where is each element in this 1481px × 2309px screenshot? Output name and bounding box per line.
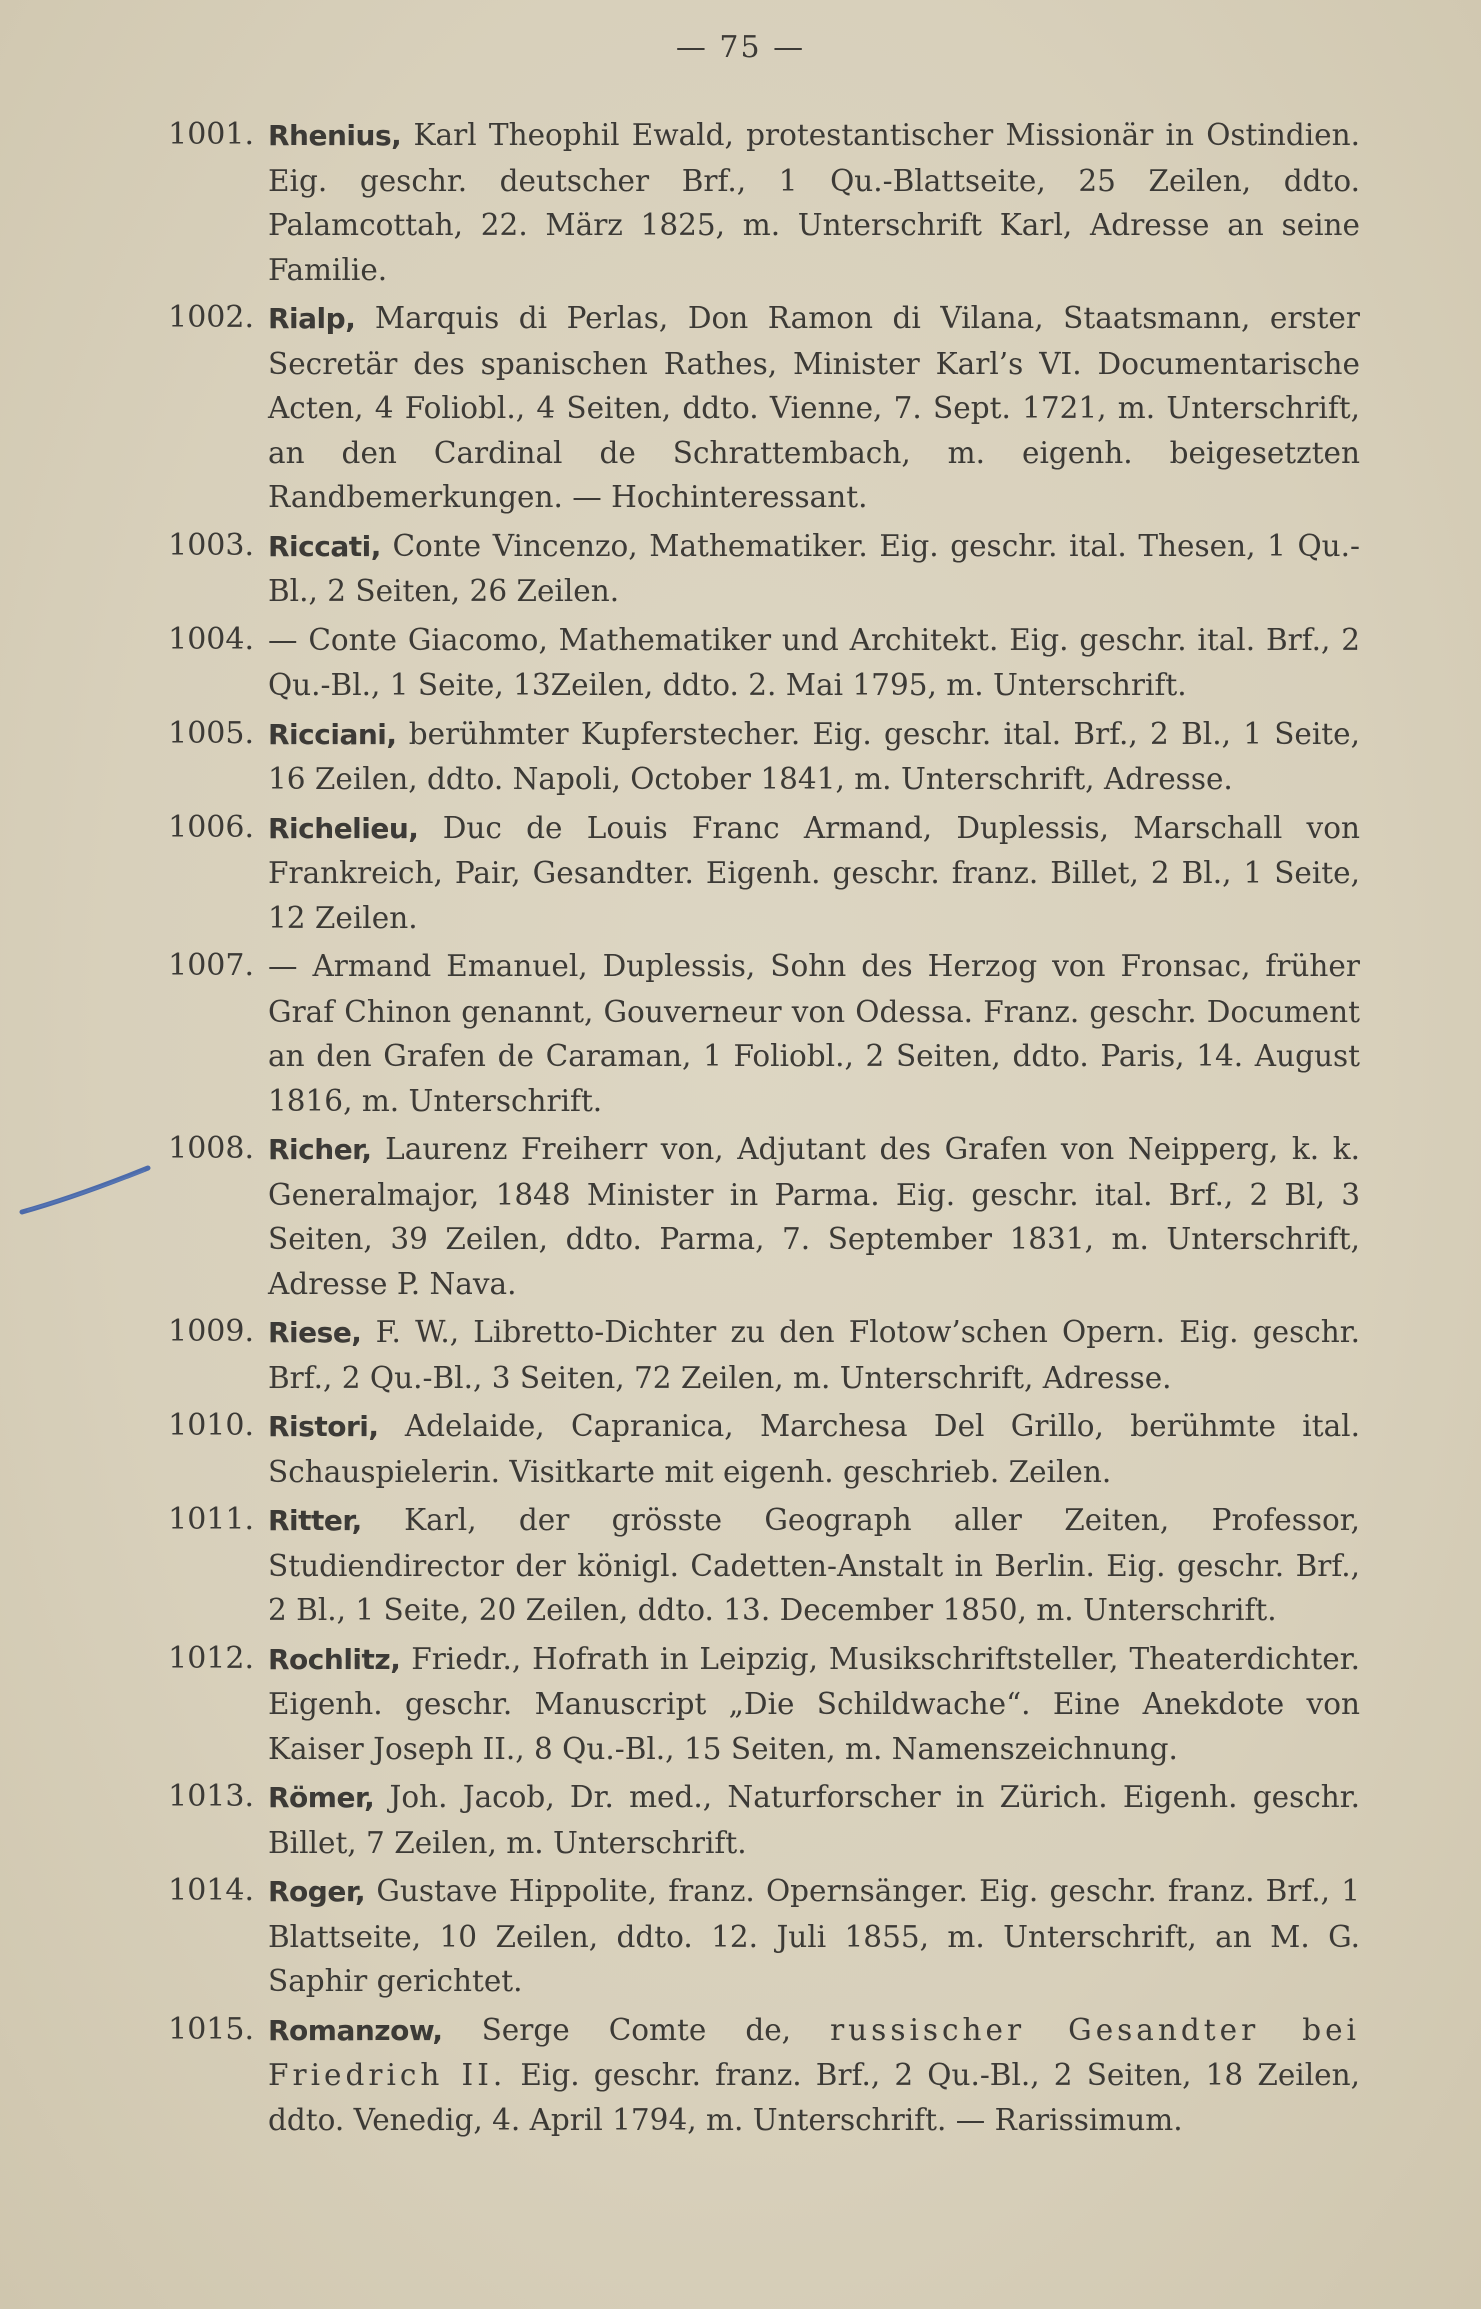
entry-name: Rialp, xyxy=(268,302,356,335)
entry-description: Joh. Jacob, Dr. med., Naturforscher in Zürich. Eigenh. geschr. Billet, 7 Zeilen, m. Unterschrift. xyxy=(268,1780,1360,1860)
entry-description: Adelaide, Capranica, Marchesa Del Grillo, berühmte ital. Schauspielerin. Visitkarte mit eigenh. geschrieb. Zeilen. xyxy=(268,1409,1360,1489)
entry-name: Rochlitz, xyxy=(268,1642,401,1676)
catalog-entry xyxy=(150,1127,1360,1306)
entry-number: 1002. xyxy=(168,300,254,335)
entry-number: 1015. xyxy=(168,2011,254,2047)
catalog-entries xyxy=(150,113,1360,2146)
entry-description: F. W., Libretto-Dichter zu den Flotow’schen Opern. Eig. geschr. Brf., 2 Qu.-Bl., 3 Seiten, 72 Zeilen, m. Unterschrift, Adresse. xyxy=(268,1315,1360,1395)
entry-description: Karl Theophil Ewald, protestantischer Missionär in Ostindien. Eig. geschr. deutscher Brf., 1 Qu.-Blattseite, 25 Zeilen, ddto. Palamcottah, 22. März 1825, m. Unterschrift Karl, Adresse an seine Familie. xyxy=(268,118,1360,287)
entry-text xyxy=(268,1404,1360,1494)
entry-description-continued: Eig. geschr. franz. Brf., 2 Qu.-Bl., 2 Seiten, 18 Zeilen, ddto. Venedig, 4. April 1794, m. Unterschrift. — Rarissimum. xyxy=(268,2058,1360,2137)
entry-number: 1012. xyxy=(168,1640,254,1676)
catalog-entry xyxy=(150,113,1360,292)
entry-number: 1003. xyxy=(168,527,254,563)
entry-name: Ritter, xyxy=(268,1504,362,1537)
entry-description: Karl, der grösste Geograph aller Zeiten, Professor, Studiendirector der königl. Cadetten-Anstalt in Berlin. Eig. geschr. Brf., 2 Bl., 1 Seite, 20 Zeilen, ddto. 13. December 1850, m. Unterschrift. xyxy=(268,1503,1360,1627)
entry-name: Romanzow, xyxy=(268,2013,443,2047)
catalog-entry xyxy=(150,712,1360,802)
entry-text xyxy=(268,944,1360,1123)
entry-number: 1008. xyxy=(168,1131,254,1166)
catalog-entry xyxy=(150,296,1360,520)
catalog-entry xyxy=(150,1404,1360,1494)
catalog-entry xyxy=(150,524,1360,614)
entry-description: Conte Vincenzo, Mathematiker. Eig. geschr. ital. Thesen, 1 Qu.-Bl., 2 Seiten, 26 Zeilen. xyxy=(268,528,1360,608)
entry-spaced-text: russischer Gesandter bei Friedrich II. xyxy=(268,2012,1360,2092)
entry-description: Duc de Louis Franc Armand, Duplessis, Marschall von Frankreich, Pair, Gesandter. Eigenh. geschr. franz. Billet, 2 Bl., 1 Seite, 12 Zeilen. xyxy=(268,810,1360,935)
entry-name: Römer, xyxy=(268,1781,375,1814)
entry-description: berühmter Kupferstecher. Eig. geschr. ital. Brf., 2 Bl., 1 Seite, 16 Zeilen, ddto. Napoli, October 1841, m. Unterschrift, Adresse. xyxy=(268,716,1360,796)
entry-text xyxy=(268,1775,1360,1865)
entry-number: 1001. xyxy=(168,117,254,152)
entry-name: Rhenius, xyxy=(268,119,402,152)
entry-text xyxy=(268,1127,1360,1306)
catalog-entry xyxy=(150,1310,1360,1400)
catalog-entry xyxy=(150,944,1360,1123)
catalog-entry xyxy=(150,618,1360,708)
entry-name: Ricciani, xyxy=(268,717,397,751)
entry-name: Riccati, xyxy=(268,529,381,563)
catalog-entry xyxy=(150,1869,1360,2004)
entry-text xyxy=(268,712,1360,802)
entry-name: Ristori, xyxy=(268,1410,379,1443)
entry-description: Serge Comte de, xyxy=(442,2012,831,2047)
entry-description: — Armand Emanuel, Duplessis, Sohn des Herzog von Fronsac, früher Graf Chinon genannt, Gouverneur von Odessa. Franz. geschr. Document an den Grafen de Caraman, 1 Foliobl., 2 Seiten, ddto. Paris, 14. August 1816, m. Unterschrift. xyxy=(268,949,1360,1118)
entry-number: 1014. xyxy=(168,1873,254,1908)
entry-number: 1004. xyxy=(168,621,254,657)
catalog-entry xyxy=(150,806,1360,941)
page-number: — 75 — xyxy=(675,30,806,65)
entry-description: Friedr., Hofrath in Leipzig, Musikschriftsteller, Theaterdichter. Eigenh. geschr. Manuscript „Die Schildwache“. Eine Anekdote von Kaiser Joseph II., 8 Qu.-Bl., 15 Seiten, m. Namenszeichnung. xyxy=(268,1641,1360,1766)
entry-number: 1011. xyxy=(168,1502,254,1537)
catalog-entry xyxy=(150,2008,1360,2143)
entry-number: 1006. xyxy=(168,809,254,845)
entry-name: Riese, xyxy=(268,1316,362,1349)
entry-text xyxy=(268,1637,1360,1772)
entry-name: Richer, xyxy=(268,1133,372,1166)
entry-number: 1007. xyxy=(168,948,254,983)
entry-text xyxy=(268,524,1360,614)
entry-description: Laurenz Freiherr von, Adjutant des Grafen von Neipperg, k. k. Generalmajor, 1848 Minister in Parma. Eig. geschr. ital. Brf., 2 Bl, 3 Seiten, 39 Zeilen, ddto. Parma, 7. September 1831, m. Unterschrift, Adresse P. Nava. xyxy=(268,1132,1360,1301)
catalog-entry xyxy=(150,1498,1360,1633)
entry-number: 1010. xyxy=(168,1408,254,1443)
entry-text xyxy=(268,113,1360,292)
entry-description: — Conte Giacomo, Mathematiker und Architekt. Eig. geschr. ital. Brf., 2 Qu.-Bl., 1 Seite, 13Zeilen, ddto. 2. Mai 1795, m. Unterschrift. xyxy=(268,622,1360,702)
entry-name: Roger, xyxy=(268,1875,366,1908)
entry-text xyxy=(268,806,1360,941)
entry-text xyxy=(268,2008,1360,2143)
entry-description: Marquis di Perlas, Don Ramon di Vilana, Staatsmann, erster Secretär des spanischen Rathes, Minister Karl’s VI. Documentarische Acten, 4 Foliobl., 4 Seiten, ddto. Vienne, 7. Sept. 1721, m. Unterschrift, an den Cardinal de Schrattembach, m. eigenh. beigesetzten Randbemerkungen. — Hochinteressant. xyxy=(268,301,1360,514)
entry-name: Richelieu, xyxy=(268,811,419,845)
blue-pen-mark xyxy=(18,1160,153,1220)
entry-number: 1005. xyxy=(168,715,254,751)
entry-text xyxy=(268,618,1360,708)
entry-text xyxy=(268,296,1360,520)
catalog-entry xyxy=(150,1775,1360,1865)
entry-text xyxy=(268,1498,1360,1633)
catalog-entry xyxy=(150,1637,1360,1772)
entry-description: Gustave Hippolite, franz. Opernsänger. Eig. geschr. franz. Brf., 1 Blattseite, 10 Zeilen, ddto. 12. Juli 1855, m. Unterschrift, an M. G. Saphir gerichtet. xyxy=(268,1874,1360,1998)
entry-text xyxy=(268,1310,1360,1400)
entry-number: 1009. xyxy=(168,1314,254,1349)
entry-number: 1013. xyxy=(168,1779,254,1814)
entry-text xyxy=(268,1869,1360,2004)
